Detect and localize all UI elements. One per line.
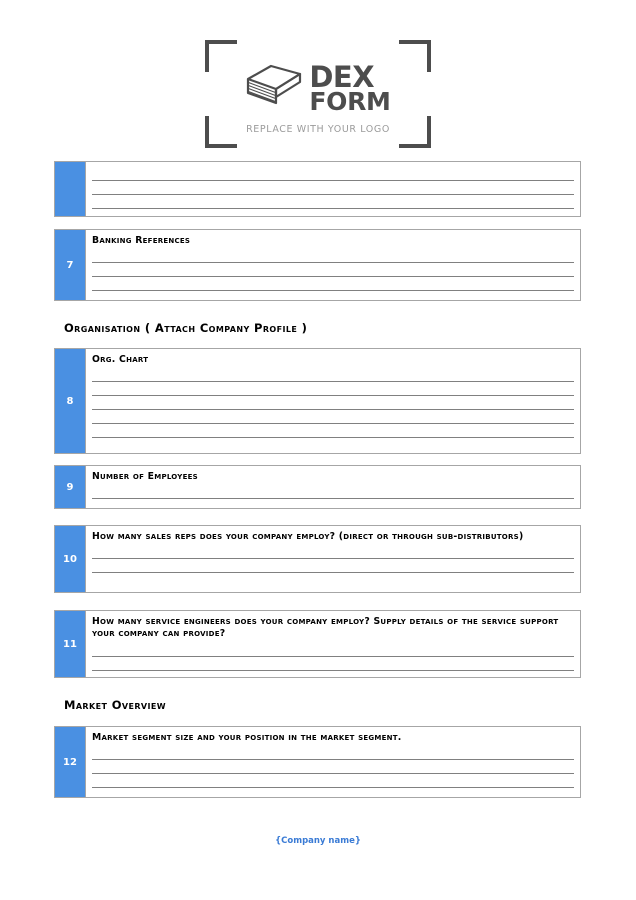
logo-word-dex: DEX	[309, 59, 375, 94]
answer-rule[interactable]	[92, 409, 574, 410]
answer-rule-stack[interactable]	[92, 167, 574, 209]
section-heading-market-overview: Market Overview	[64, 698, 166, 712]
row-body[interactable]	[85, 466, 580, 508]
form-row-10[interactable]	[54, 525, 581, 593]
answer-rule-stack[interactable]	[92, 368, 574, 438]
row-label: How many sales reps does your company employ? (direct or through sub-distributors)	[92, 531, 524, 542]
form-row-7[interactable]	[54, 229, 581, 301]
answer-rule[interactable]	[92, 290, 574, 291]
row-number-cell: 9	[55, 466, 85, 508]
row-label: Org. Chart	[92, 354, 149, 365]
row-number-cell: 11	[55, 611, 85, 677]
logo-content	[205, 59, 431, 135]
answer-rule-stack[interactable]	[92, 485, 574, 499]
answer-rule[interactable]	[92, 262, 574, 263]
answer-rule-stack[interactable]	[92, 643, 574, 671]
answer-rule[interactable]	[92, 208, 574, 209]
answer-rule[interactable]	[92, 180, 574, 181]
answer-rule[interactable]	[92, 572, 574, 573]
answer-rule[interactable]	[92, 437, 574, 438]
row-label: Banking References	[92, 235, 191, 246]
row-body[interactable]	[85, 349, 580, 453]
row-body[interactable]	[85, 727, 580, 797]
section-heading-organisation: Organisation ( Attach Company Profile )	[64, 321, 308, 335]
row-label: Number of Employees	[92, 471, 198, 482]
footer-company-name: {Company name}	[275, 836, 361, 846]
row-number-cell: 7	[55, 230, 85, 300]
form-row-8[interactable]	[54, 348, 581, 454]
answer-rule[interactable]	[92, 423, 574, 424]
logo-word-form: FORM	[309, 87, 391, 117]
form-row-continuation[interactable]	[54, 161, 581, 217]
row-number-cell	[55, 162, 85, 216]
answer-rule-stack[interactable]	[92, 746, 574, 788]
answer-rule[interactable]	[92, 498, 574, 499]
answer-rule-stack[interactable]	[92, 545, 574, 573]
row-body[interactable]	[85, 611, 580, 677]
answer-rule[interactable]	[92, 381, 574, 382]
answer-rule[interactable]	[92, 395, 574, 396]
answer-rule[interactable]	[92, 656, 574, 657]
paper-stack-icon	[245, 62, 303, 115]
row-label: Market segment size and your position in the market segment.	[92, 732, 402, 743]
row-body[interactable]	[85, 230, 580, 300]
logo-wordmark	[309, 59, 391, 117]
row-label: How many service engineers does your company employ? Supply details of the service support your company can provide?	[92, 616, 559, 640]
row-body[interactable]	[85, 526, 580, 592]
row-number-cell: 8	[55, 349, 85, 453]
answer-rule-stack[interactable]	[92, 249, 574, 291]
form-row-12[interactable]	[54, 726, 581, 798]
logo-placeholder	[205, 40, 431, 148]
answer-rule[interactable]	[92, 670, 574, 671]
answer-rule[interactable]	[92, 773, 574, 774]
logo-tagline: REPLACE WITH YOUR LOGO	[246, 124, 390, 135]
logo-lockup	[245, 59, 391, 117]
answer-rule[interactable]	[92, 276, 574, 277]
row-body[interactable]	[85, 162, 580, 216]
answer-rule[interactable]	[92, 759, 574, 760]
answer-rule[interactable]	[92, 194, 574, 195]
row-number-cell: 10	[55, 526, 85, 592]
answer-rule[interactable]	[92, 787, 574, 788]
form-row-9[interactable]	[54, 465, 581, 509]
row-number-cell: 12	[55, 727, 85, 797]
answer-rule[interactable]	[92, 558, 574, 559]
form-row-11[interactable]	[54, 610, 581, 678]
